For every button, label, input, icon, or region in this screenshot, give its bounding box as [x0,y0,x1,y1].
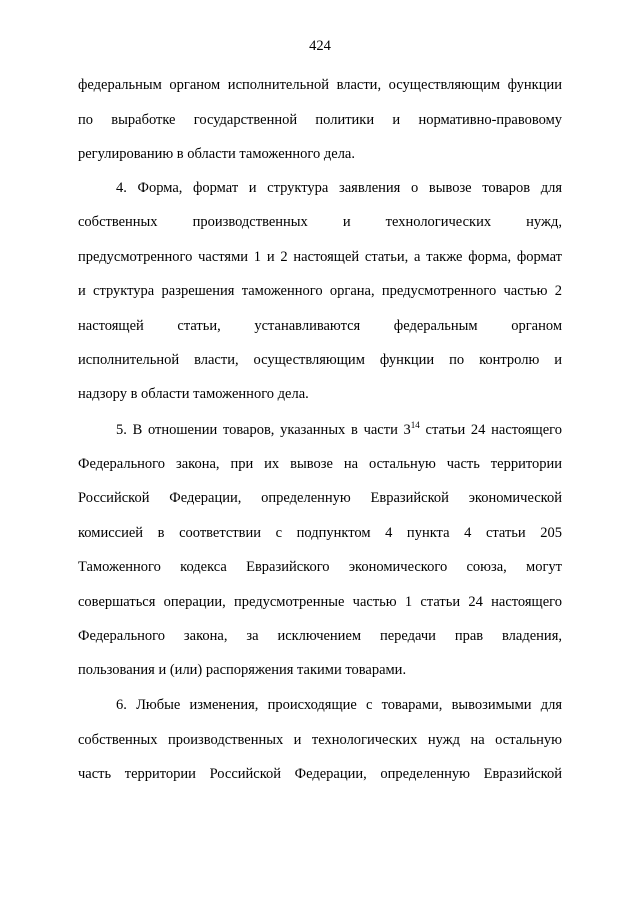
paragraph-4-first-line: 4. Форма, формат и структура заявления о вывозе товаров для [116,180,562,196]
text-line: надзору в области таможенного дела. [78,386,309,402]
text-line: и структура разрешения таможенного органа, предусмотренного частью 2 [78,283,562,299]
text-line: Российской Федерации, определенную Евразийской экономической [78,490,562,506]
text-line: настоящей статьи, устанавливаются федеральным органом [78,318,562,334]
line-text-after-superscript: статьи 24 настоящего [419,422,562,438]
text-line: совершаться операции, предусмотренные частью 1 статьи 24 настоящего [78,594,562,610]
text-line: Федерального закона, при их вывозе на остальную часть территории [78,456,562,472]
text-line: Таможенного кодекса Евразийского экономического союза, могут [78,559,562,575]
text-line: исполнительной власти, осуществляющим функции по контролю и [78,352,562,368]
text-line: регулированию в области таможенного дела. [78,146,355,162]
text-line: собственных производственных и технологических нужд, [78,214,562,230]
paragraph-6-first-line: 6. Любые изменения, происходящие с товарами, вывозимыми для [116,697,562,713]
text-line: пользования и (или) распоряжения такими товарами. [78,662,407,678]
text-line: часть территории Российской Федерации, определенную Евразийской [78,766,562,782]
text-line: собственных производственных и технологических нужд на остальную [78,732,562,748]
text-line: федеральным органом исполнительной власти, осуществляющим функции [78,77,562,93]
text-line: Федерального закона, за исключением передачи прав владения, [78,628,562,644]
text-line: предусмотренного частями 1 и 2 настоящей статьи, а также форма, формат [78,249,562,265]
page-number: 424 [309,38,331,54]
superscript-14: 14 [410,420,420,430]
text-line: комиссией в соответствии с подпунктом 4 пункта 4 статьи 205 [78,525,562,541]
line-text-before-superscript: 5. В отношении товаров, указанных в части 3 [116,422,411,438]
paragraph-5-first-line [116,422,562,439]
text-line: по выработке государственной политики и нормативно-правовому [78,112,562,128]
